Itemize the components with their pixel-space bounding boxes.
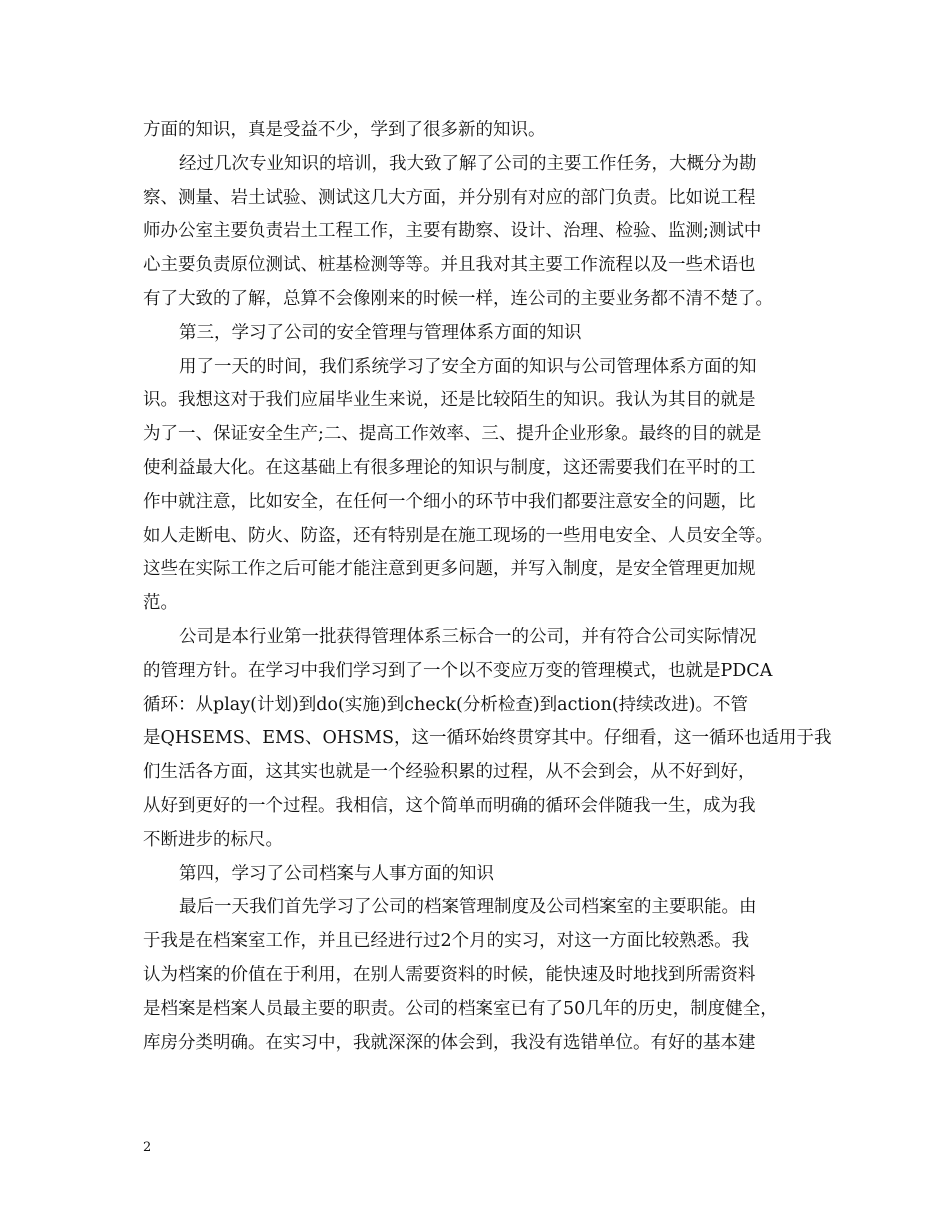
text-line: 从好到更好的一个过程。我相信，这个简单而明确的循环会伴随我一生，成为我 [143,795,756,816]
text-line: 认为档案的价值在于利用，在别人需要资料的时候，能快速及时地找到所需资料 [143,964,756,985]
text-line: 察、测量、岩土试验、测试这几大方面，并分别有对应的部门负责。比如说工程 [143,187,756,208]
text-line: 第三，学习了公司的安全管理与管理体系方面的知识 [179,322,582,343]
text-line: 有了大致的了解，总算不会像刚来的时候一样，连公司的主要业务都不清不楚了。 [143,288,773,309]
text-line: 这些在实际工作之后可能才能注意到更多问题，并写入制度，是安全管理更加规 [143,559,756,580]
text-line: 于我是在档案室工作，并且已经进行过2个月的实习，对这一方面比较熟悉。我 [143,931,750,952]
text-line: 们生活各方面，这其实也就是一个经验积累的过程，从不会到会，从不好到好， [143,762,756,783]
text-line: 方面的知识，真是受益不少，学到了很多新的知识。 [143,120,546,140]
text-line: 心主要负责原位测试、桩基检测等等。并且我对其主要工作流程以及一些术语也 [143,255,756,276]
text-line: 是QHSEMS、EMS、OHSMS，这一循环始终贯穿其中。仔细看，这一循环也适用于我 [143,728,832,749]
text-line: 第四，学习了公司档案与人事方面的知识 [179,863,494,884]
text-line: 的管理方针。在学习中我们学习到了一个以不变应万变的管理模式，也就是PDCA [143,660,773,681]
text-line: 师办公室主要负责岩土工程工作，主要有勘察、设计、治理、检验、监测;测试中 [143,221,762,242]
text-line: 作中就注意，比如安全，在任何一个细小的环节中我们都要注意安全的问题，比 [143,491,756,512]
text-line: 用了一天的时间，我们系统学习了安全方面的知识与公司管理体系方面的知 [179,356,757,377]
text-line: 公司是本行业第一批获得管理体系三标合一的公司，并有符合公司实际情况 [179,626,757,647]
text-line: 如人走断电、防火、防盗，还有特别是在施工现场的一些用电安全、人员安全等。 [143,525,773,546]
text-line: 使利益最大化。在这基础上有很多理论的知识与制度，这还需要我们在平时的工 [143,457,756,478]
text-line: 库房分类明确。在实习中，我就深深的体会到，我没有选错单位。有好的基本建 [143,1032,756,1053]
text-line: 最后一天我们首先学习了公司的档案管理制度及公司档案室的主要职能。由 [179,897,757,918]
document-body [143,114,832,1060]
text-line: 循环：从play(计划)到do(实施)到check(分析检查)到action(持续改进)。不管 [143,694,748,715]
text-line: 经过几次专业知识的培训，我大致了解了公司的主要工作任务，大概分为勘 [179,153,757,174]
text-line: 是档案是档案人员最主要的职责。公司的档案室已有了50几年的历史，制度健全， [143,998,778,1019]
text-line: 为了一、保证安全生产;二、提高工作效率、三、提升企业形象。最终的目的就是 [143,424,762,445]
text-line: 范。 [143,593,178,614]
page-number: 2 [143,1140,152,1155]
text-line: 不断进步的标尺。 [143,829,283,850]
text-line: 识。我想这对于我们应届毕业生来说，还是比较陌生的知识。我认为其目的就是 [143,390,756,411]
